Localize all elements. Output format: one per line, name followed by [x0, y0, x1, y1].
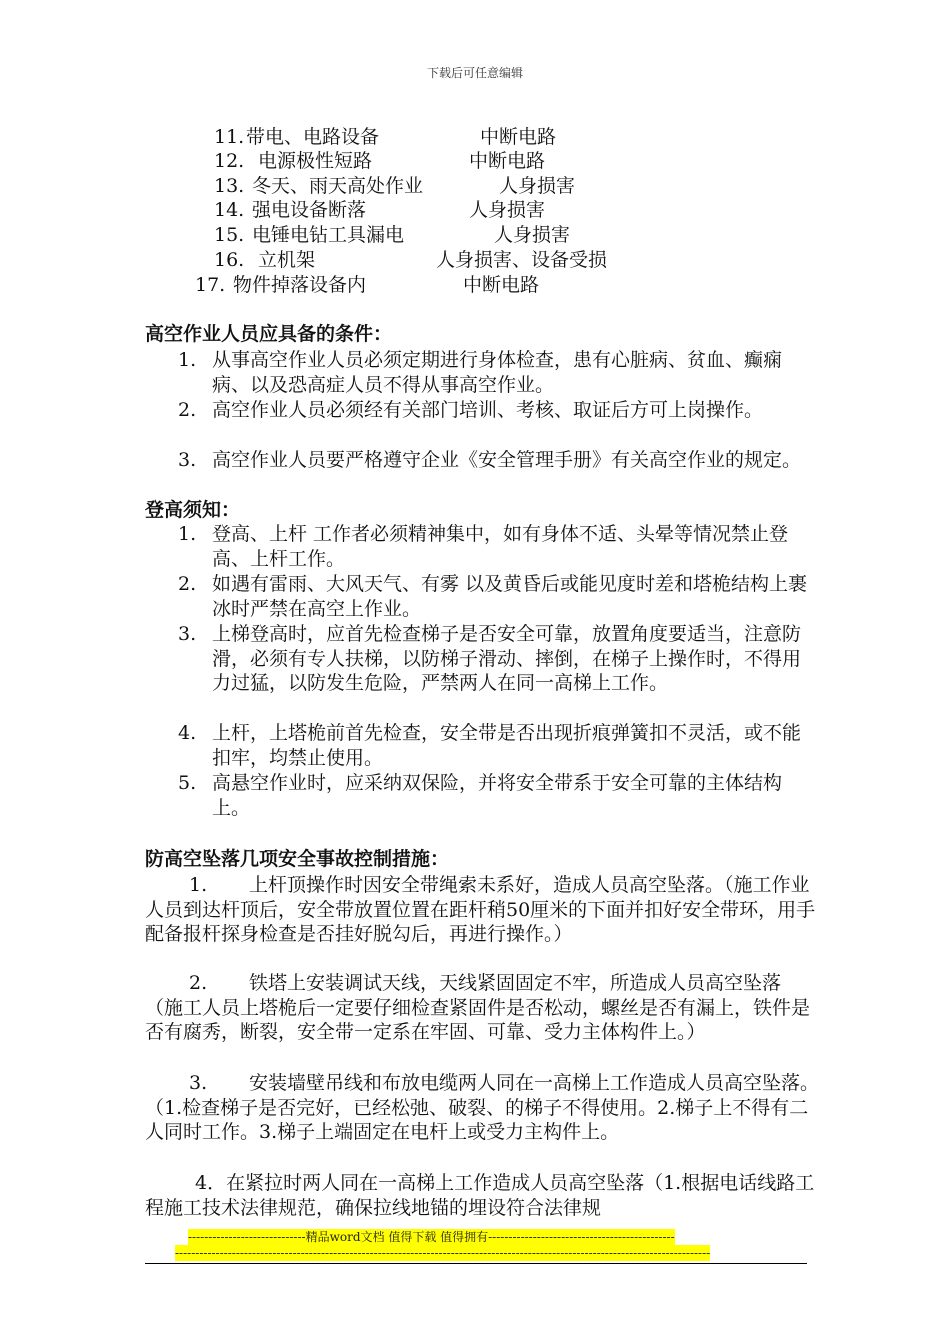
footer-divider: [145, 1263, 807, 1264]
list-number: 1.: [178, 523, 197, 545]
risk-number: 16.: [214, 249, 245, 271]
measure-paragraph: [145, 1171, 820, 1220]
risk-hazard: 冬天、雨天高处作业: [252, 175, 424, 197]
list-item: [145, 348, 815, 397]
risk-hazard: 电锤电钻工具漏电: [252, 224, 405, 246]
footer-banner-line-1: -----------------------------精品word文档 值得下载 值得拥有----------------------------------------------: [188, 1230, 675, 1244]
risk-consequence: 人身损害: [469, 199, 546, 221]
list-text: 高空作业人员必须经有关部门培训、考核、取证后方可上岗操作。: [212, 399, 764, 421]
risk-consequence: 中断电路: [480, 126, 557, 148]
section-title-climbing: 登高须知：: [145, 499, 241, 521]
page-header: 下载后可任意编辑: [426, 66, 523, 80]
measure-paragraph: [145, 971, 820, 1045]
list-item: [145, 522, 815, 571]
risk-number: 14.: [214, 199, 245, 221]
list-number: 3.: [178, 449, 197, 471]
risk-hazard: 立机架: [258, 249, 316, 271]
measure-number: 3.: [189, 1072, 208, 1094]
risk-consequence: 中断电路: [469, 150, 546, 172]
measure-paragraph: [145, 1071, 820, 1145]
measure-number: 1.: [189, 874, 208, 896]
risk-consequence: 人身损害: [499, 175, 576, 197]
list-text: 高空作业人员要严格遵守企业《安全管理手册》有关高空作业的规定。: [212, 449, 802, 471]
list-number: 4.: [178, 722, 197, 744]
risk-hazard: 电源极性短路: [258, 150, 373, 172]
list-text: 登高、上杆 工作者必须精神集中，如有身体不适、头晕等情况禁止登高、上杆工作。: [212, 523, 789, 570]
risk-consequence: 中断电路: [463, 274, 540, 296]
risk-consequence: 人身损害: [494, 224, 571, 246]
section-title-fall-prevention: 防高空坠落几项安全事故控制措施：: [145, 848, 450, 870]
measure-text: 铁塔上安装调试天线，天线紧固固定不牢，所造成人员高空坠落 （施工人员上塔桅后一定要仔细检查紧固件是否松动，螺丝是否有漏上，铁件是否有腐秀，断裂，安全带一定系在牢固、可靠、受力主体构件上。）: [145, 972, 811, 1043]
list-item: [145, 771, 815, 820]
risk-number: 11.: [214, 126, 245, 148]
list-text: 上梯登高时，应首先检查梯子是否安全可靠，放置角度要适当，注意防滑，必须有专人扶梯，以防梯子滑动、摔倒，在梯子上操作时，不得用力过猛，以防发生危险，严禁两人在同一高梯上工作。: [212, 623, 802, 694]
measure-number: 2.: [189, 972, 208, 994]
risk-number: 17.: [195, 274, 226, 296]
risk-number: 15.: [214, 224, 245, 246]
list-item: [145, 622, 815, 696]
list-text: 上杆，上塔桅前首先检查，安全带是否出现折痕弹簧扣不灵活，或不能扣牢，均禁止使用。: [212, 722, 802, 769]
footer-banner-line-2: ------------------------------------------------------------------------------------------------------------------------------------: [175, 1246, 711, 1260]
measure-text: 安装墙壁吊线和布放电缆两人同在一高梯上工作造成人员高空坠落。（1.检查梯子是否完好，已经松弛、破裂、的梯子不得使用。2.梯子上不得有二人同时工作。3.梯子上端固定在电杆上或受力主构件上。: [145, 1072, 820, 1143]
list-item: [145, 721, 815, 770]
list-text: 从事高空作业人员必须定期进行身体检查，患有心脏病、贫血、癫痫病、以及恐高症人员不得从事高空作业。: [212, 349, 783, 396]
measure-text: 上杆顶操作时因安全带绳索未系好，造成人员高空坠落。（施工作业人员到达杆顶后，安全带放置位置在距杆稍50厘米的下面并扣好安全带环，用手配备报杆探身检查是否挂好脱勾后，再进行操作。）: [145, 874, 816, 945]
list-number: 2.: [178, 399, 197, 421]
list-number: 1.: [178, 349, 197, 371]
measure-text: 在紧拉时两人同在一高梯上工作造成人员高空坠落（1.根据电话线路工程施工技术法律规范，确保拉线地锚的埋设符合法律规: [145, 1172, 815, 1219]
measure-paragraph: [145, 873, 820, 947]
list-item: [145, 572, 815, 621]
risk-hazard: 强电设备断落: [252, 199, 367, 221]
list-text: 高悬空作业时，应采纳双保险，并将安全带系于安全可靠的主体结构上。: [212, 772, 783, 819]
list-number: 2.: [178, 573, 197, 595]
risk-hazard: 带电、电路设备: [246, 126, 380, 148]
list-number: 5.: [178, 772, 197, 794]
risk-hazard: 物件掉落设备内: [233, 274, 367, 296]
risk-number: 12.: [214, 150, 245, 172]
risk-consequence: 人身损害、设备受损: [436, 249, 608, 271]
risk-number: 13.: [214, 175, 245, 197]
list-item: [145, 448, 815, 473]
list-text: 如遇有雷雨、大风天气、有雾 以及黄昏后或能见度时差和塔桅结构上裹冰时严禁在高空上作业。: [212, 573, 808, 620]
measure-number: 4．: [195, 1172, 227, 1194]
list-number: 3.: [178, 623, 197, 645]
list-item: [145, 398, 815, 423]
section-title-qualifications: 高空作业人员应具备的条件：: [145, 323, 393, 345]
